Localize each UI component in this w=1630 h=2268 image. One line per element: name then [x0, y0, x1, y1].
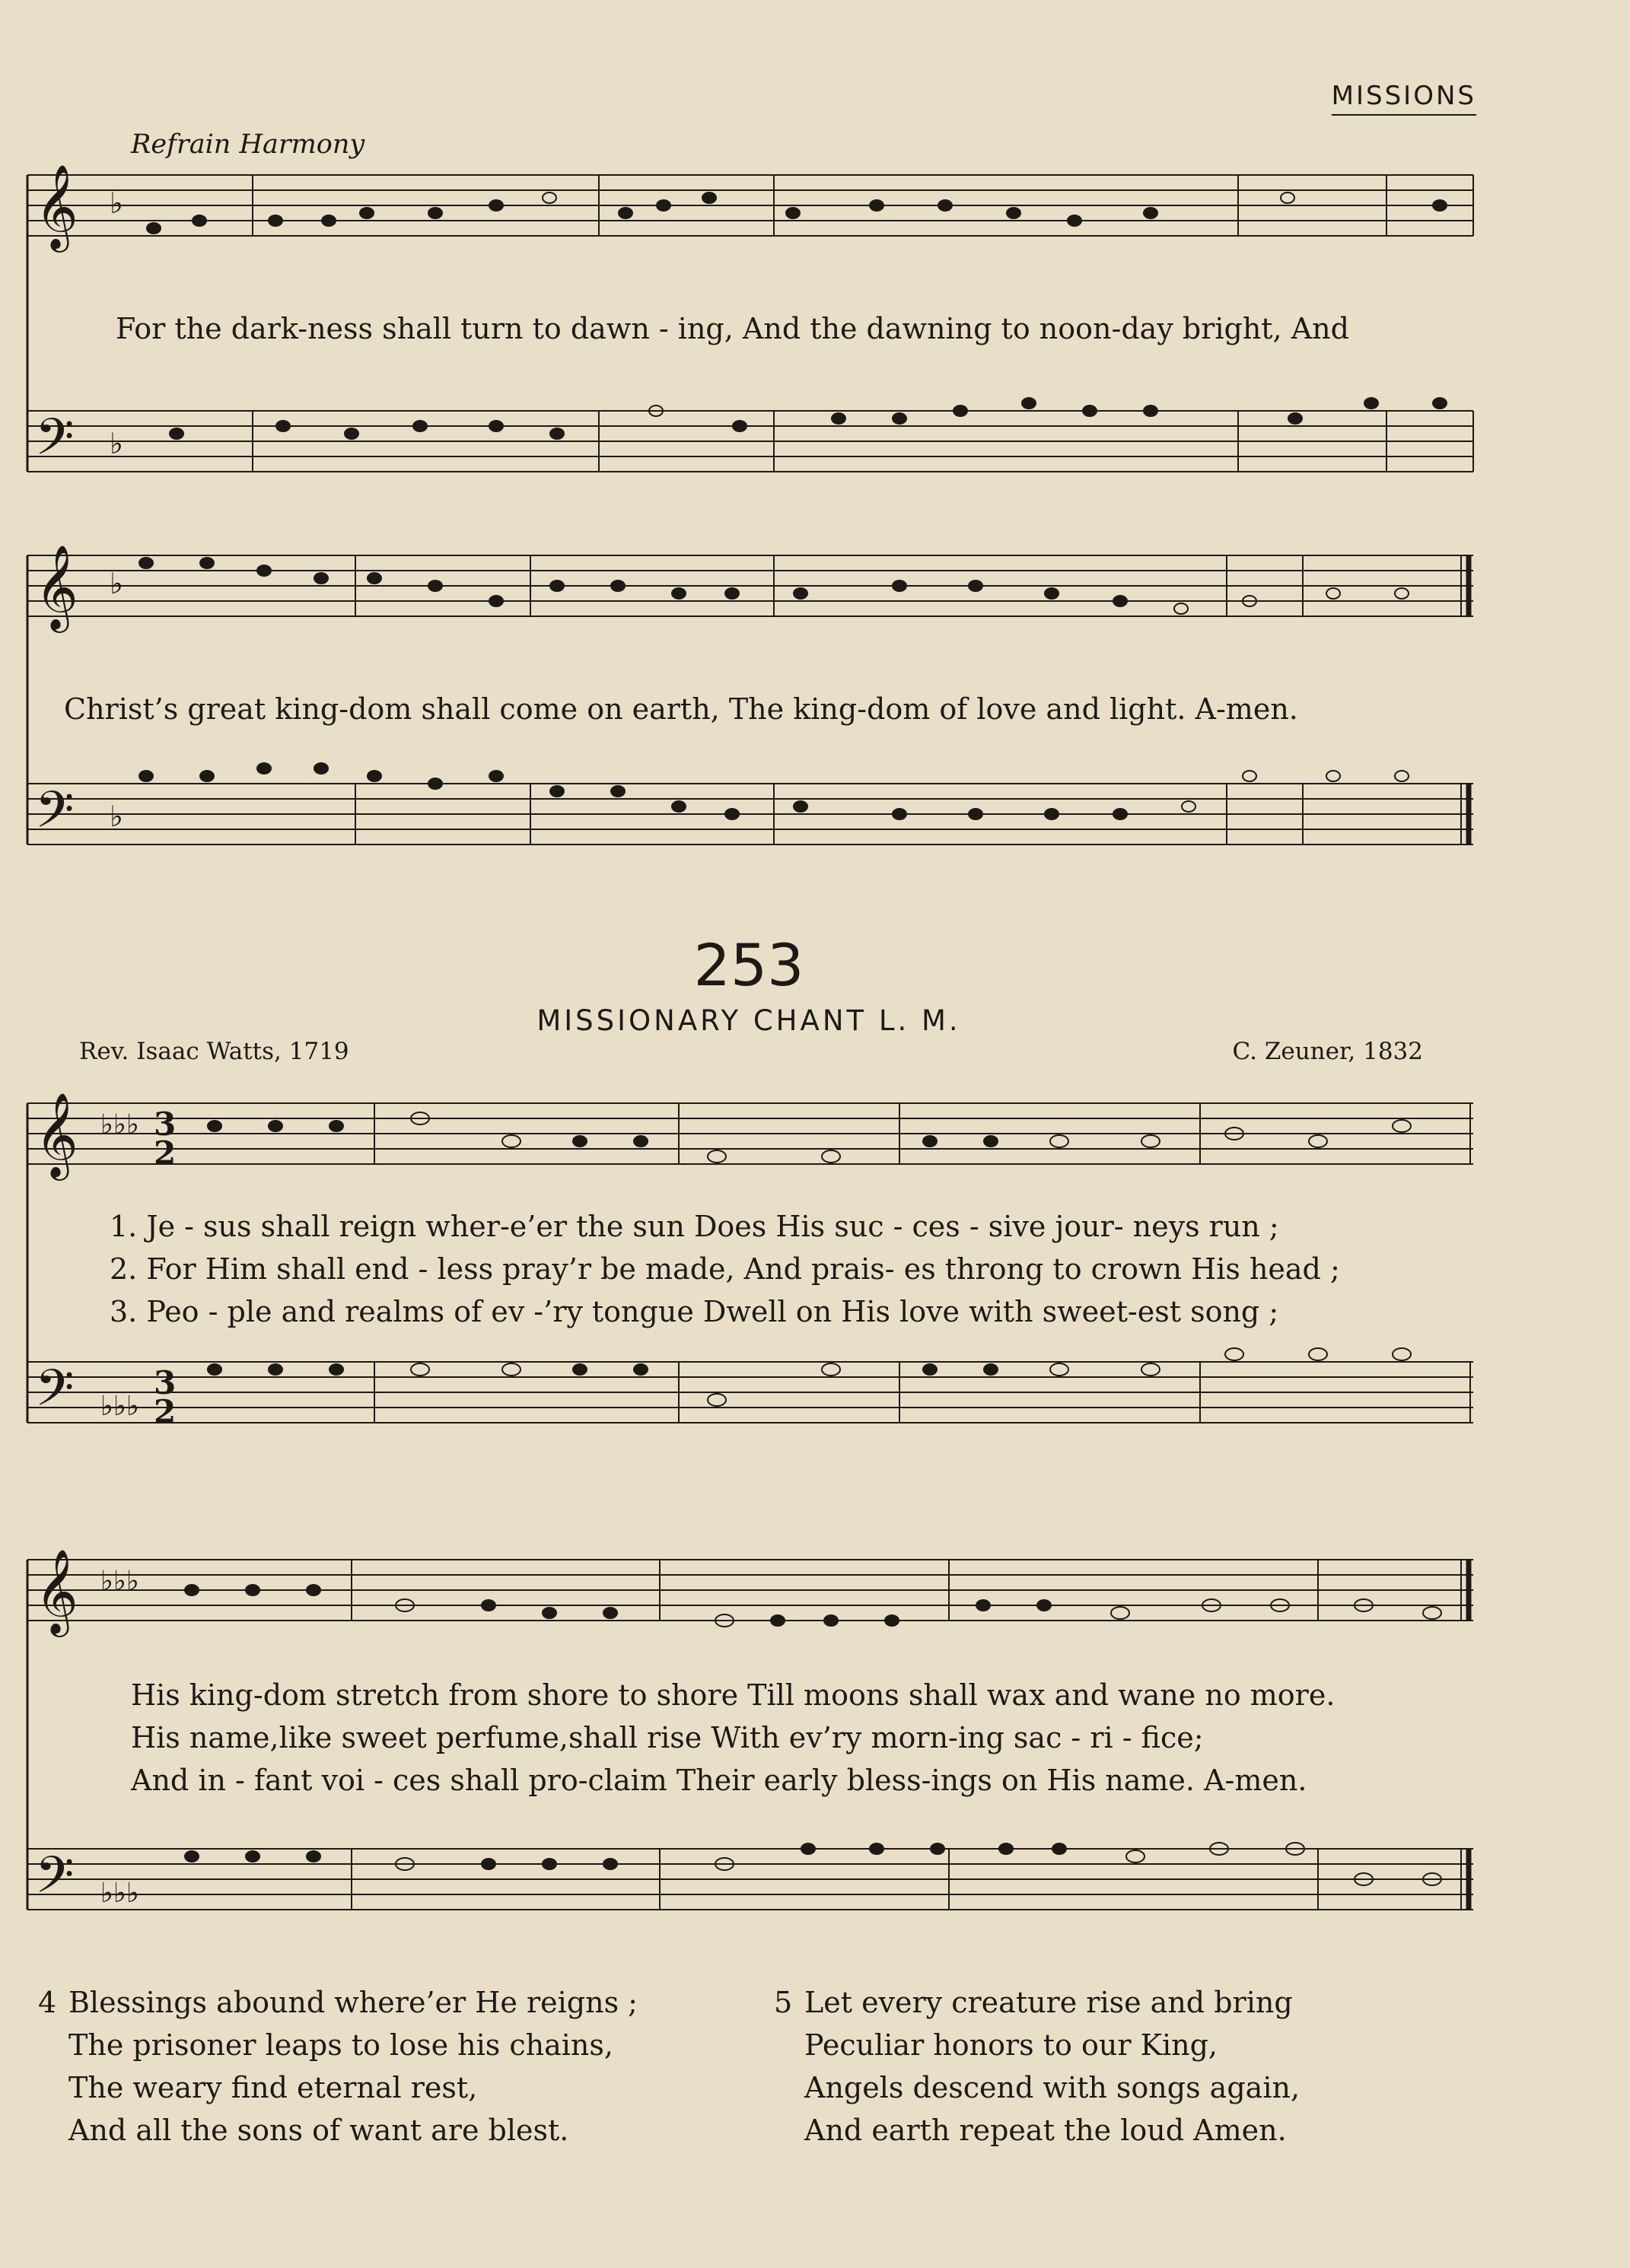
svg-text:𝄢: 𝄢 — [35, 1359, 75, 1430]
svg-text:♭♭♭: ♭♭♭ — [100, 1878, 139, 1909]
hymn-number: 253 — [693, 931, 804, 999]
stanza-line-3b: And in - fant voi - ces shall pro-claim Their early bless-ings on His name. A-men. — [131, 1764, 1307, 1797]
verse-5 — [774, 1981, 1300, 2152]
music-credit: C. Zeuner, 1832 — [1232, 1038, 1423, 1065]
verse-4 — [38, 1981, 638, 2152]
hymn-system-1 — [24, 1080, 1476, 1476]
stanza-line-3a: 3. Peo - ple and realms of ev -’ry tongue Dwell on His love with sweet-est song ; — [110, 1295, 1279, 1328]
bass-time-sig-bottom: 2 — [154, 1393, 177, 1430]
svg-text:♭: ♭ — [110, 567, 123, 600]
stanza-line-2a: 2. For Him shall end - less pray’r be made, And prais- es throng to crown His head ; — [110, 1252, 1340, 1286]
refrain-lyrics-line-2: Christ’s great king-dom shall come on earth, The king-dom of love and light. A-men. — [64, 692, 1298, 726]
verse-5-line-4: And earth repeat the loud Amen. — [804, 2114, 1287, 2147]
verse-4-line-2: The prisoner leaps to lose his chains, — [68, 2028, 613, 2062]
time-sig-top: 3 — [154, 1105, 177, 1143]
verse-5-line-1: Let every creature rise and bring — [804, 1986, 1293, 2019]
words-credit: Rev. Isaac Watts, 1719 — [79, 1038, 349, 1065]
verse-4-line-1: Blessings abound where’er He reigns ; — [68, 1986, 638, 2019]
svg-text:𝄞: 𝄞 — [35, 1548, 78, 1633]
svg-text:♭: ♭ — [110, 186, 123, 220]
stanza-line-1a: 1. Je - sus shall reign wher-e’er the sun Does His suc - ces - sive jour- neys run ; — [110, 1210, 1279, 1243]
svg-text:♭: ♭ — [110, 427, 123, 460]
svg-text:♭♭♭: ♭♭♭ — [100, 1391, 139, 1422]
svg-text:♭♭♭: ♭♭♭ — [100, 1109, 139, 1140]
refrain-lyrics-line-1: For the dark-ness shall turn to dawn - ing, And the dawning to noon-day bright, And — [116, 312, 1349, 345]
verse-4-number: 4 — [38, 1986, 57, 2019]
svg-text:♭: ♭ — [110, 800, 123, 833]
section-header: MISSIONS — [1332, 81, 1476, 116]
verse-5-line-3: Angels descend with songs again, — [804, 2071, 1300, 2104]
refrain-system-2 — [24, 525, 1476, 890]
svg-text:♭♭♭: ♭♭♭ — [100, 1566, 139, 1597]
refrain-marking: Refrain Harmony — [131, 129, 365, 160]
refrain-system-1 — [24, 152, 1476, 517]
verse-4-line-4: And all the sons of want are blest. — [68, 2114, 569, 2147]
verse-5-line-2: Peculiar honors to our King, — [804, 2028, 1218, 2062]
svg-text:𝄢: 𝄢 — [35, 1846, 75, 1917]
svg-text:𝄞: 𝄞 — [35, 164, 78, 249]
svg-text:𝄞: 𝄞 — [35, 1092, 78, 1177]
verse-5-number: 5 — [774, 1986, 793, 2019]
time-sig-bottom: 2 — [154, 1134, 177, 1172]
stanza-line-1b: His king-dom stretch from shore to shore Till moons shall wax and wane no more. — [131, 1678, 1336, 1712]
stanza-line-2b: His name,like sweet perfume,shall rise With ev’ry morn-ing sac - ri - fice; — [131, 1721, 1204, 1754]
svg-text:𝄢: 𝄢 — [35, 781, 75, 851]
svg-text:𝄞: 𝄞 — [35, 544, 78, 629]
bass-time-sig-top: 3 — [154, 1364, 177, 1401]
hymn-system-2 — [24, 1522, 1476, 1948]
verse-4-line-3: The weary find eternal rest, — [68, 2071, 478, 2104]
tune-name: MISSIONARY CHANT L. M. — [536, 1004, 961, 1037]
svg-text:𝄢: 𝄢 — [35, 408, 75, 479]
